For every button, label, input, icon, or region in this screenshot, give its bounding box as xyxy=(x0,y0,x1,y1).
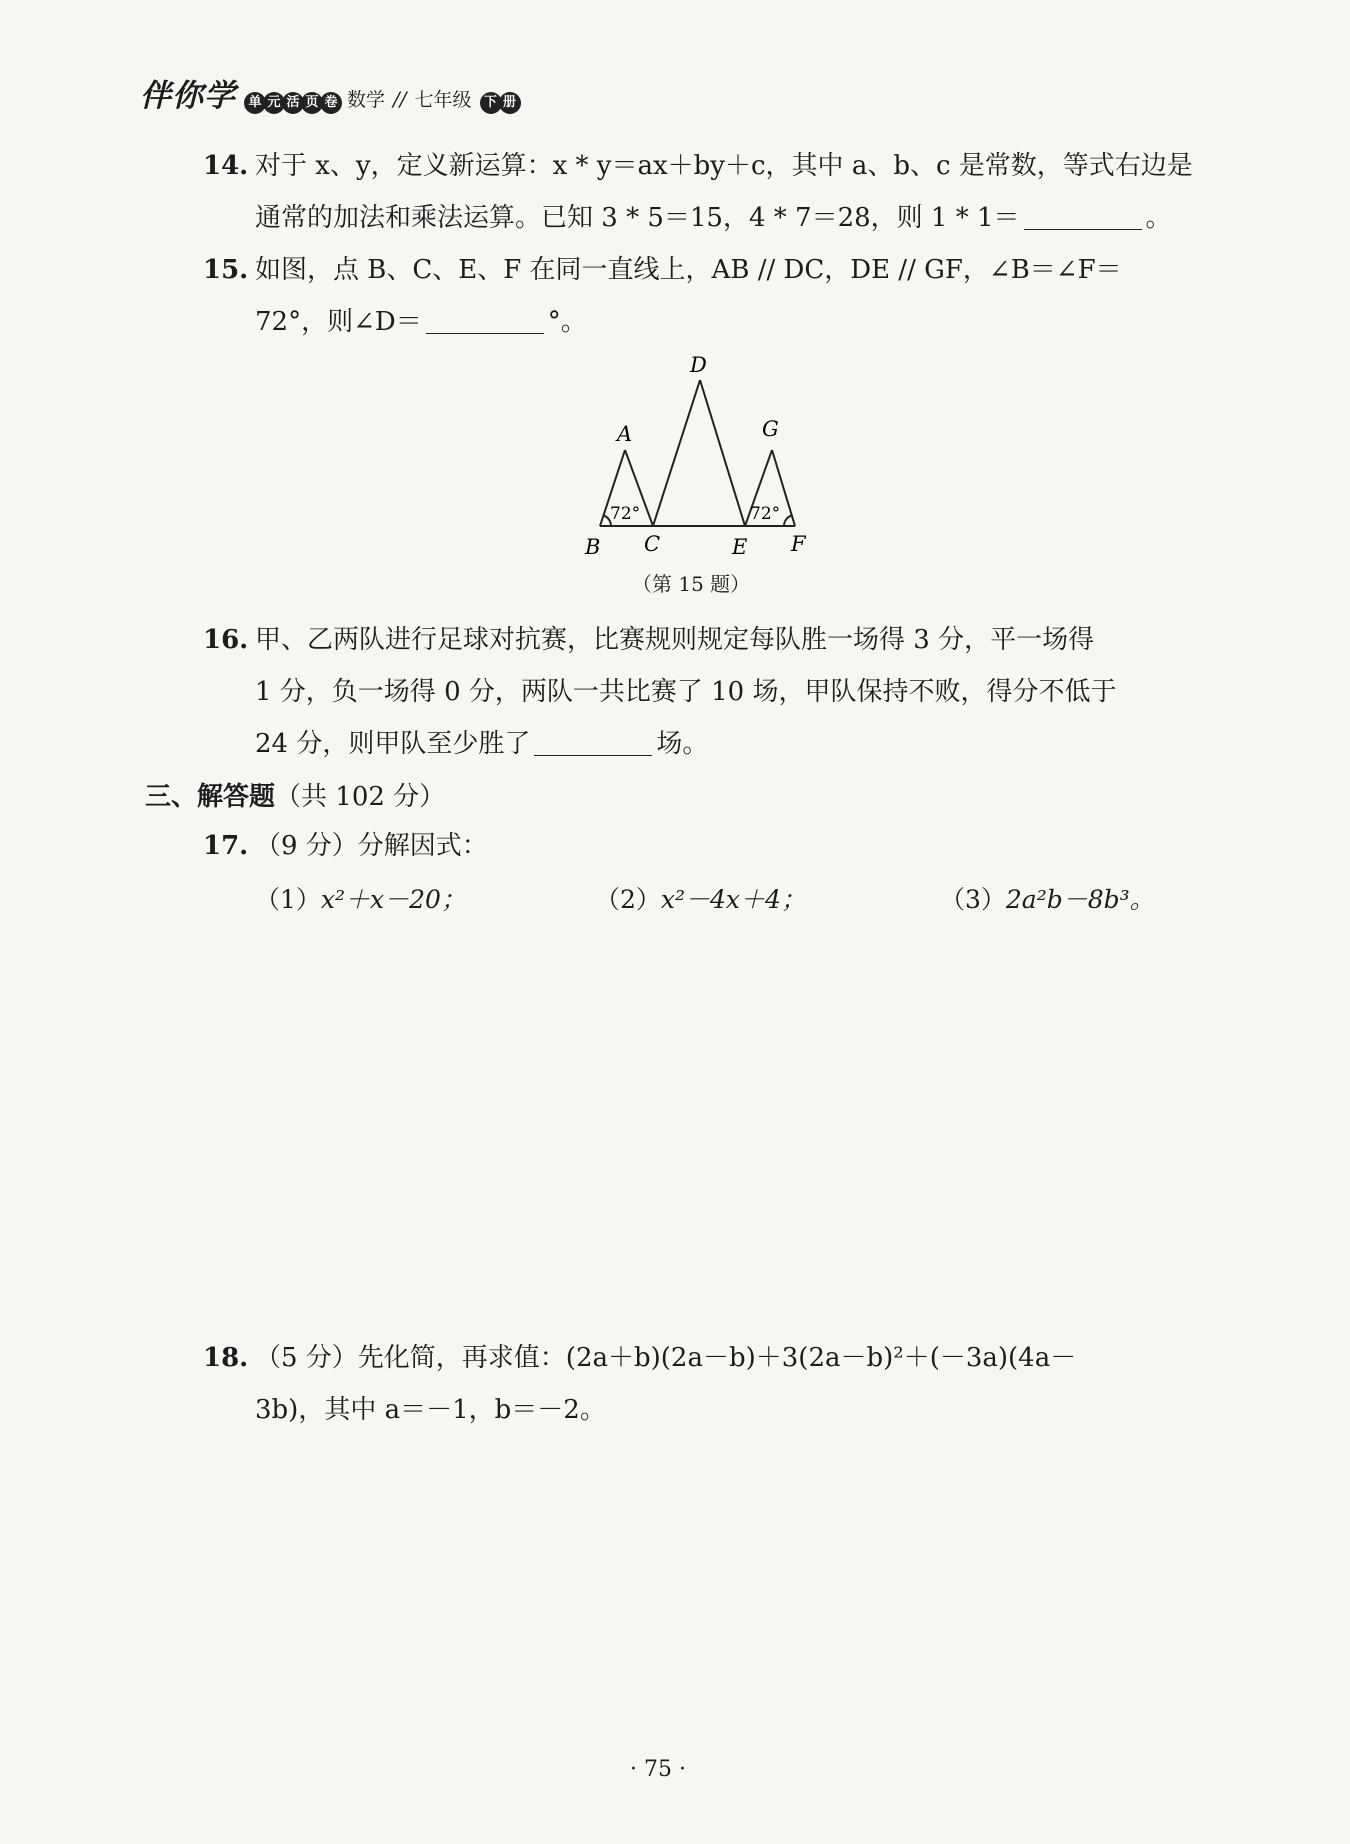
angle-b-label: 72° xyxy=(610,504,641,524)
answer-blank[interactable] xyxy=(534,729,652,756)
label-f: F xyxy=(791,532,806,556)
question-text: 1 分，负一场得 0 分，两队一共比赛了 10 场，甲队保持不败，得分不低于 xyxy=(255,677,1117,707)
question-text: 72°，则∠D＝ xyxy=(255,307,422,337)
figure-caption: （第 15 题） xyxy=(632,572,751,596)
question-text: 24 分，则甲队至少胜了 xyxy=(255,729,531,759)
section-heading xyxy=(145,776,445,813)
question-number: 15. xyxy=(203,255,249,285)
question-text: 场。 xyxy=(656,729,709,759)
question-text: 如图，点 B、C、E、F 在同一直线上，AB // DC，DE // GF，∠B＝∠F＝ xyxy=(255,255,1122,285)
question-number: 17. xyxy=(203,831,249,861)
part-label: （1） xyxy=(255,885,321,914)
part-label: （2） xyxy=(595,885,661,914)
segment-de xyxy=(700,380,745,526)
label-g: G xyxy=(762,417,779,441)
volume-badge: 下 xyxy=(480,92,502,114)
grade-label: 七年级 xyxy=(414,89,472,111)
label-e: E xyxy=(732,535,748,559)
series-badge: 活 xyxy=(282,92,304,114)
series-badge: 页 xyxy=(301,92,323,114)
q17-part-3 xyxy=(940,880,1155,916)
series-badges xyxy=(244,92,339,114)
label-c: C xyxy=(644,532,661,556)
question-text: 甲、乙两队进行足球对抗赛，比赛规则规定每队胜一场得 3 分，平一场得 xyxy=(255,625,1095,655)
page-number: · 75 · xyxy=(630,1757,686,1782)
question-14 xyxy=(203,140,1193,244)
part-expression: x²－4x＋4； xyxy=(660,885,806,914)
part-expression: x²＋x－20； xyxy=(320,885,466,914)
label-b: B xyxy=(585,535,601,559)
question-number: 16. xyxy=(203,625,249,655)
question-text: 3b)，其中 a＝－1，b＝－2。 xyxy=(255,1395,606,1425)
answer-blank[interactable] xyxy=(426,307,544,334)
subject-label: 数学 xyxy=(347,89,386,111)
question-text: 。 xyxy=(1145,203,1172,233)
answer-blank[interactable] xyxy=(1024,203,1142,230)
part-expression: 2a²b－8b³。 xyxy=(1005,885,1155,914)
question-number: 18. xyxy=(203,1343,249,1373)
volume-badge: 册 xyxy=(499,92,521,114)
part-label: （3） xyxy=(940,885,1006,914)
question-text: （5 分）先化简，再求值：(2a＋b)(2a－b)＋3(2a－b)²＋(－3a)(4a－ xyxy=(255,1343,1077,1373)
question-text: 通常的加法和乘法运算。已知 3 * 5＝15，4 * 7＝28，则 1 * 1＝ xyxy=(255,203,1020,233)
question-16 xyxy=(203,614,1117,770)
question-18 xyxy=(203,1332,1076,1436)
question-text: °。 xyxy=(547,307,587,337)
series-badge: 卷 xyxy=(320,92,342,114)
geometry-figure-15 xyxy=(580,350,820,565)
header-separator: // xyxy=(393,87,407,111)
question-text: 对于 x、y，定义新运算：x * y＝ax＋by＋c，其中 a、b、c 是常数，等式右边是 xyxy=(255,151,1193,181)
question-number: 14. xyxy=(203,151,249,181)
question-15 xyxy=(203,244,1122,348)
section-title: 三、解答题 xyxy=(145,782,276,812)
q17-part-1 xyxy=(255,880,466,916)
series-badge: 元 xyxy=(263,92,285,114)
section-points: （共 102 分） xyxy=(275,782,446,812)
label-a: A xyxy=(617,422,633,446)
volume-badges xyxy=(480,92,518,114)
series-badge: 单 xyxy=(244,92,266,114)
brand-title: 伴你学 xyxy=(140,78,236,114)
angle-f-arc xyxy=(784,516,792,527)
question-17 xyxy=(203,820,488,872)
page-header xyxy=(140,70,518,115)
segment-dc xyxy=(653,380,700,526)
label-d: D xyxy=(690,353,707,377)
q17-part-2 xyxy=(595,880,806,916)
angle-f-label: 72° xyxy=(750,504,781,524)
question-text: （9 分）分解因式： xyxy=(255,831,488,861)
